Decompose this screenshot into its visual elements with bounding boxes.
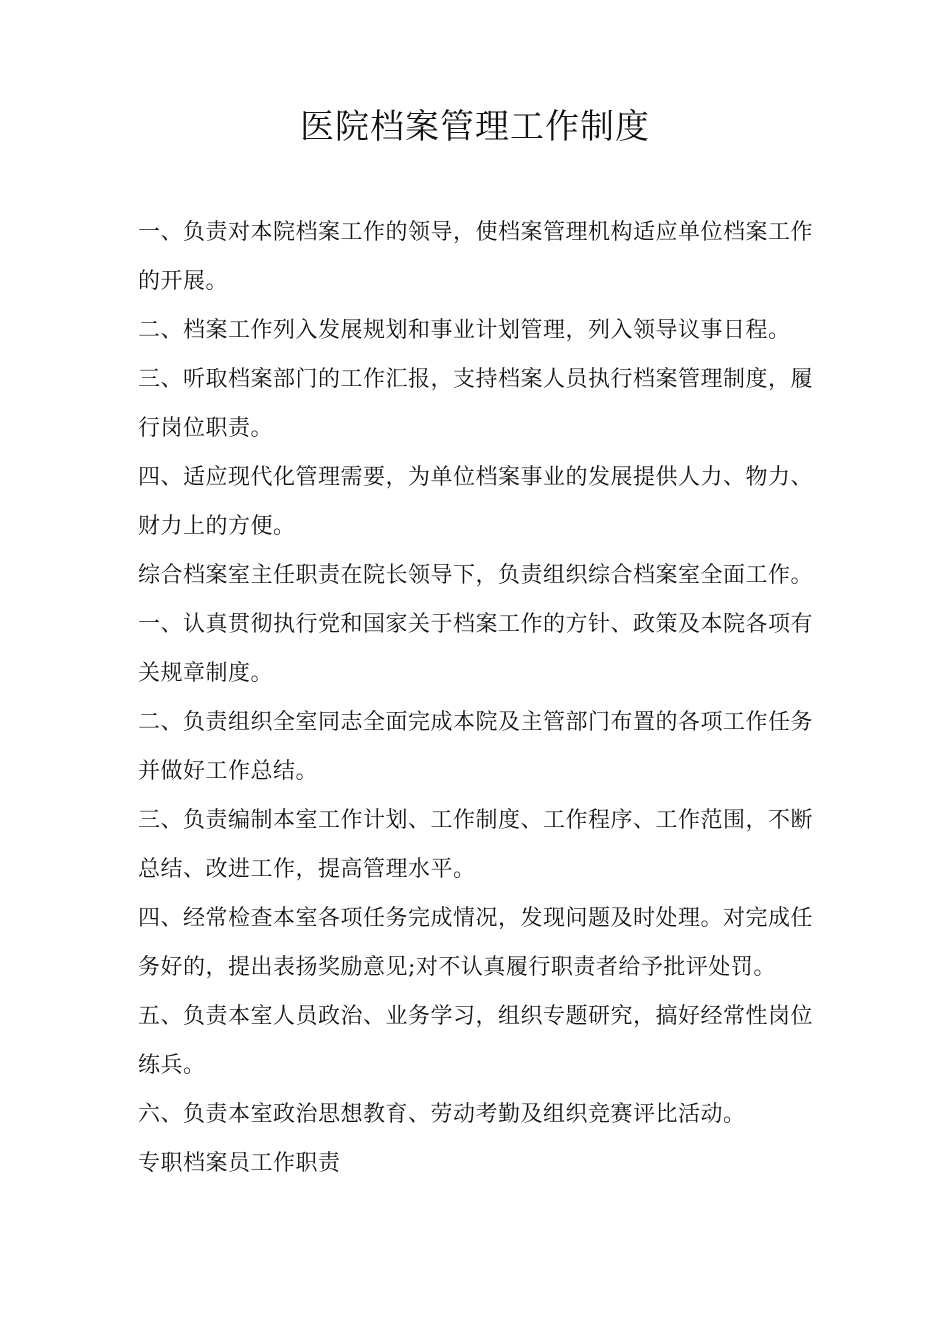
paragraph: 一、负责对本院档案工作的领导，使档案管理机构适应单位档案工作的开展。 (138, 220, 814, 294)
paragraph: 三、听取档案部门的工作汇报，支持档案人员执行档案管理制度，履行岗位职责。 (138, 367, 814, 441)
paragraph: 二、档案工作列入发展规划和事业计划管理，列入领导议事日程。 (138, 318, 791, 343)
document-title: 医院档案管理工作制度 (300, 107, 650, 147)
paragraph: 三、负责编制本室工作计划、工作制度、工作程序、工作范围，不断总结、改进工作，提高管理水平。 (138, 808, 814, 882)
paragraph: 五、负责本室人员政治、业务学习，组织专题研究，搞好经常性岗位练兵。 (138, 1004, 814, 1078)
paragraph: 四、适应现代化管理需要，为单位档案事业的发展提供人力、物力、财力上的方便。 (138, 465, 814, 539)
section-heading: 专职档案员工作职责 (138, 1151, 341, 1176)
paragraph: 一、认真贯彻执行党和国家关于档案工作的方针、政策及本院各项有关规章制度。 (138, 612, 814, 686)
section-heading: 综合档案室主任职责在院长领导下，负责组织综合档案室全面工作。 (138, 563, 814, 588)
paragraph: 四、经常检查本室各项任务完成情况，发现问题及时处理。对完成任务好的，提出表扬奖励意见;对不认真履行职责者给予批评处罚。 (138, 906, 814, 980)
paragraph: 六、负责本室政治思想教育、劳动考勤及组织竞赛评比活动。 (138, 1102, 746, 1127)
document-body (138, 208, 818, 1188)
paragraph: 二、负责组织全室同志全面完成本院及主管部门布置的各项工作任务并做好工作总结。 (138, 710, 814, 784)
